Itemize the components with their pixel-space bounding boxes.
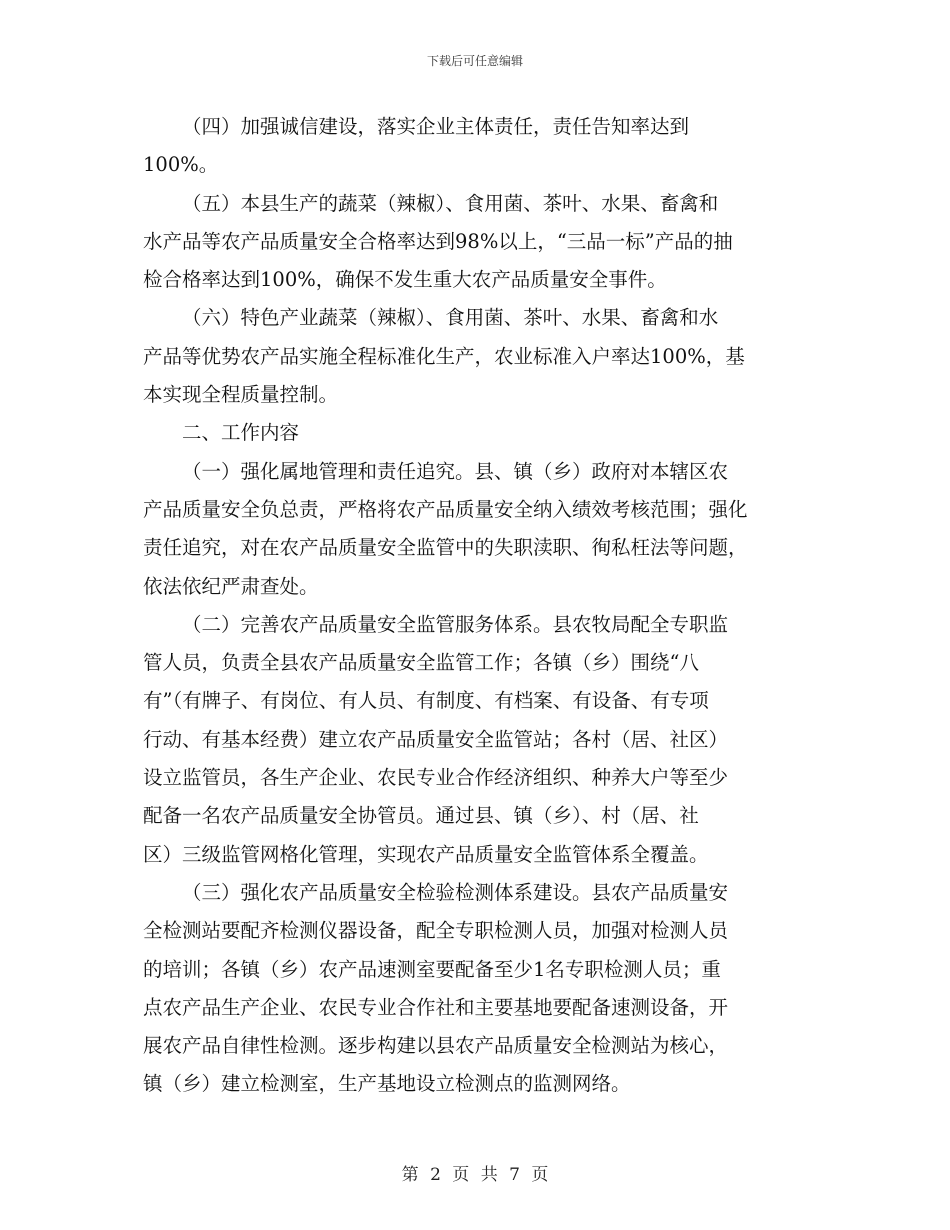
text-line: 管人员，负责全县农产品质量安全监管工作；各镇（乡）围绕“八 — [143, 651, 699, 675]
text-line: 100%。 — [143, 153, 219, 177]
text-line: （三）强化农产品质量安全检验检测体系建设。县农产品质量安 — [182, 880, 729, 904]
text-line: 的培训；各镇（乡）农产品速测室要配备至少1名专职检测人员；重 — [143, 957, 721, 981]
text-line: 全检测站要配齐检测仪器设备，配全专职检测人员，加强对检测人员 — [143, 919, 729, 943]
text-line: 水产品等农产品质量安全合格率达到98%以上，“三品一标”产品的抽 — [143, 229, 733, 253]
text-line: 检合格率达到100%，确保不发生重大农产品质量安全事件。 — [143, 268, 667, 292]
paragraph-task-1 — [143, 453, 807, 606]
paragraph-task-3 — [143, 874, 807, 1104]
section-heading — [143, 414, 807, 452]
text-line: （五）本县生产的蔬菜（辣椒）、食用菌、茶叶、水果、畜禽和 — [182, 191, 719, 215]
page-header: 下载后可任意编辑 — [426, 54, 523, 68]
text-line: 配备一名农产品质量安全协管员。通过县、镇（乡）、村（居、社 — [143, 804, 699, 828]
text-line: 有”（有牌子、有岗位、有人员、有制度、有档案、有设备、有专项 — [143, 689, 709, 713]
text-line: 镇（乡）建立检测室，生产基地设立检测点的监测网络。 — [143, 1072, 631, 1096]
text-line: 产品等优势农产品实施全程标准化生产，农业标准入户率达100%，基 — [143, 344, 745, 368]
paragraph-goal-5 — [143, 185, 807, 300]
text-line: 展农产品自律性检测。逐步构建以县农产品质量安全检测站为核心， — [143, 1034, 729, 1058]
text-line: （四）加强诚信建设，落实企业主体责任，责任告知率达到 — [182, 115, 690, 138]
paragraph-task-2 — [143, 606, 807, 874]
text-line: （六）特色产业蔬菜（辣椒）、食用菌、茶叶、水果、畜禽和水 — [182, 306, 719, 330]
text-line: 本实现全程质量控制。 — [143, 383, 339, 407]
paragraph-goal-6 — [143, 299, 807, 414]
text-line: 产品质量安全负总责，严格将农产品质量安全纳入绩效考核范围；强化 — [143, 497, 748, 521]
text-line: 点农产品生产企业、农民专业合作社和主要基地要配备速测设备，开 — [143, 995, 729, 1019]
text-line: 区）三级监管网格化管理，实现农产品质量安全监管体系全覆盖。 — [143, 842, 709, 866]
page-number: 第 2 页 共 7 页 — [401, 1165, 549, 1185]
text-line: 责任追究，对在农产品质量安全监管中的失职渎职、徇私枉法等问题， — [143, 536, 748, 560]
text-line: 设立监管员，各生产企业、农民专业合作经济组织、种养大户等至少 — [143, 766, 729, 790]
text-line: 依法依纪严肃查处。 — [143, 574, 319, 598]
text-line: （二）完善农产品质量安全监管服务体系。县农牧局配全专职监 — [182, 612, 729, 636]
section-heading-text: 二、工作内容 — [182, 421, 300, 445]
text-line: （一）强化属地管理和责任追究。县、镇（乡）政府对本辖区农 — [182, 459, 729, 483]
text-line: 行动、有基本经费）建立农产品质量安全监管站；各村（居、社区） — [143, 727, 729, 751]
document-body — [143, 108, 807, 1104]
paragraph-goal-4 — [143, 108, 807, 185]
